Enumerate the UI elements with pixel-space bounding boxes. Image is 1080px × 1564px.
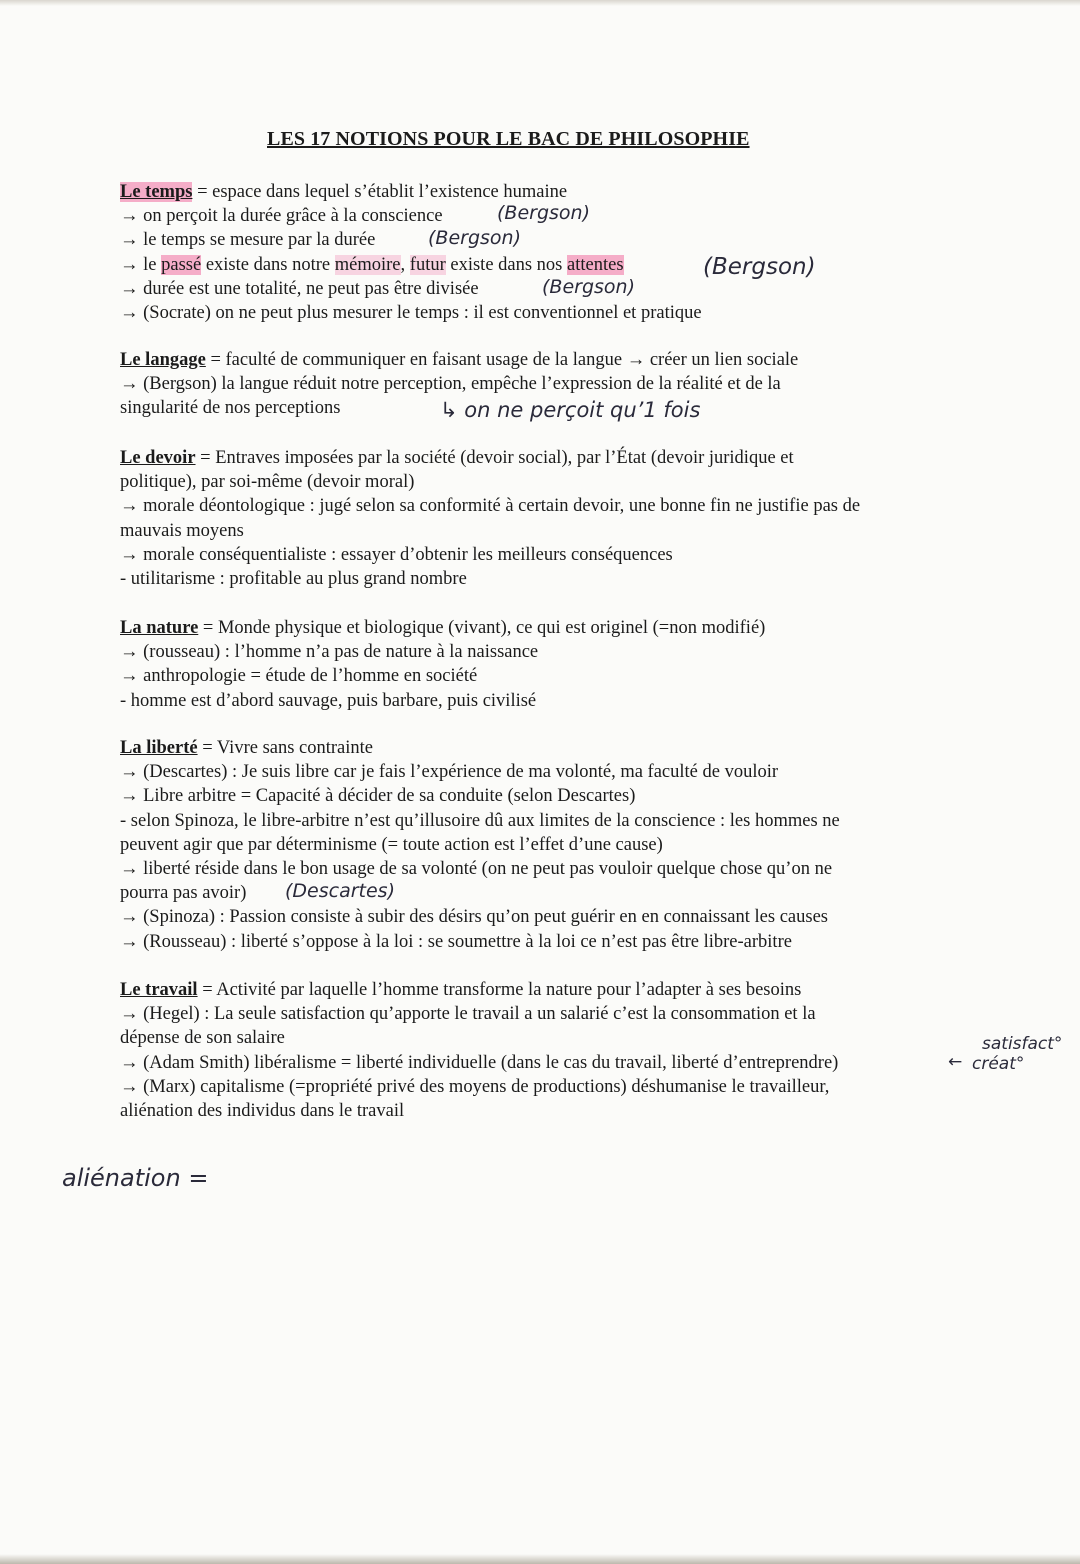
langage-line-1: → (Bergson) la langue réduit notre perception, empêche l’expression de la réalité et de la xyxy=(120,374,781,395)
handwritten-arrow: ← xyxy=(948,1052,963,1072)
page-title: LES 17 NOTIONS POUR LE BAC DE PHILOSOPHIE xyxy=(267,128,750,150)
highlight-attentes: attentes xyxy=(567,254,624,275)
temps-definition: Le temps = espace dans lequel s’établit l’existence humaine xyxy=(120,182,568,202)
liberte-line-6: pourra pas avoir) xyxy=(120,883,247,904)
devoir-line-4: → morale conséquentialiste : essayer d’obtenir les meilleurs conséquences xyxy=(120,544,673,565)
devoir-line-2: → morale déontologique : jugé selon sa conformité à certain devoir, une bonne fin ne justifie pas de xyxy=(120,496,861,517)
langage-line-2: singularité de nos perceptions xyxy=(120,398,341,419)
nature-line-3: - homme est d’abord sauvage, puis barbare, puis civilisé xyxy=(120,690,537,711)
nature-line-2: → anthropologie = étude de l’homme en société xyxy=(120,666,478,687)
devoir-line-5: - utilitarisme : profitable au plus grand nombre xyxy=(120,569,467,590)
term-liberte: La liberté xyxy=(120,738,198,758)
handwritten-bergson-4: (Bergson) xyxy=(542,276,635,298)
term-temps: Le temps xyxy=(120,182,193,202)
handwritten-alienation: aliénation = xyxy=(62,1164,209,1192)
travail-line-5: aliénation des individus dans le travail xyxy=(120,1101,405,1122)
section-travail xyxy=(120,978,963,1123)
temps-line-3: → le passé existe dans notre mémoire, futur existe dans nos attentes xyxy=(120,254,624,275)
handwritten-langage-note: ↳ on ne perçoit qu’1 fois xyxy=(440,398,701,422)
liberte-line-5: → liberté réside dans le bon usage de sa volonté (on ne peut pas vouloir quelque chose qu’on ne xyxy=(120,859,833,880)
travail-line-2: dépense de son salaire xyxy=(120,1028,285,1049)
nature-definition: La nature = Monde physique et biologique (vivant), ce qui est originel (=non modifié) xyxy=(120,618,766,638)
handwritten-bergson-1: (Bergson) xyxy=(497,202,590,224)
liberte-line-2: → Libre arbitre = Capacité à décider de sa conduite (selon Descartes) xyxy=(120,786,636,807)
handwritten-creation: créat° xyxy=(972,1054,1025,1074)
highlight-futur: futur xyxy=(409,254,446,275)
temps-line-5: → (Socrate) on ne peut plus mesurer le temps : il est conventionnel et pratique xyxy=(120,303,702,324)
liberte-definition: La liberté = Vivre sans contrainte xyxy=(120,738,374,758)
temps-line-1: → on perçoit la durée grâce à la conscience xyxy=(120,206,443,227)
devoir-definition: Le devoir = Entraves imposées par la société (devoir social), par l’État (devoir juridique et xyxy=(120,448,794,468)
temps-line-4: → durée est une totalité, ne peut pas être divisée xyxy=(120,278,479,299)
liberte-line-3: - selon Spinoza, le libre-arbitre n’est qu’illusoire dû aux limites de la conscience : les hommes ne xyxy=(120,810,840,831)
liberte-line-1: → (Descartes) : Je suis libre car je fais l’expérience de ma volonté, ma faculté de vouloir xyxy=(120,762,779,783)
scan-edge-bottom xyxy=(0,1554,1080,1564)
handwritten-bergson-2: (Bergson) xyxy=(428,227,521,249)
term-devoir: Le devoir xyxy=(120,448,196,468)
scan-edge-top xyxy=(0,0,1080,6)
handwritten-satisfaction: satisfact° xyxy=(982,1034,1063,1054)
devoir-line-1: politique), par soi-même (devoir moral) xyxy=(120,472,415,493)
liberte-line-7: → (Spinoza) : Passion consiste à subir des désirs qu’on peut guérir en en connaissant les causes xyxy=(120,907,828,928)
term-langage: Le langage xyxy=(120,350,206,370)
handwritten-descartes: (Descartes) xyxy=(285,880,395,902)
section-devoir xyxy=(120,446,960,591)
travail-line-3: → (Adam Smith) libéralisme = liberté individuelle (dans le cas du travail, liberté d’entreprendre) xyxy=(120,1052,839,1073)
liberte-line-8: → (Rousseau) : liberté s’oppose à la loi : se soumettre à la loi ce n’est pas être libre-arbitre xyxy=(120,931,792,952)
devoir-line-3: mauvais moyens xyxy=(120,520,244,541)
travail-definition: Le travail = Activité par laquelle l’homme transforme la nature pour l’adapter à ses besoins xyxy=(120,980,802,1000)
travail-line-1: → (Hegel) : La seule satisfaction qu’apporte le travail a un salarié c’est la consommation et la xyxy=(120,1004,816,1025)
highlight-memoire: mémoire xyxy=(334,254,401,275)
travail-line-4: → (Marx) capitalisme (=propriété privé des moyens de productions) déshumanise le travailleur, xyxy=(120,1076,830,1097)
term-travail: Le travail xyxy=(120,980,198,1000)
langage-definition: Le langage = faculté de communiquer en faisant usage de la langue → créer un lien sociale xyxy=(120,350,799,370)
term-nature: La nature xyxy=(120,618,199,638)
handwritten-bergson-3: (Bergson) xyxy=(703,254,816,280)
section-nature xyxy=(120,616,960,713)
section-liberte xyxy=(120,736,960,954)
temps-line-2: → le temps se mesure par la durée xyxy=(120,230,376,251)
nature-line-1: → (rousseau) : l’homme n’a pas de nature à la naissance xyxy=(120,642,539,663)
liberte-line-4: peuvent agir que par déterminisme (= toute action est l’effet d’une cause) xyxy=(120,834,663,855)
highlight-passe: passé xyxy=(161,254,202,275)
